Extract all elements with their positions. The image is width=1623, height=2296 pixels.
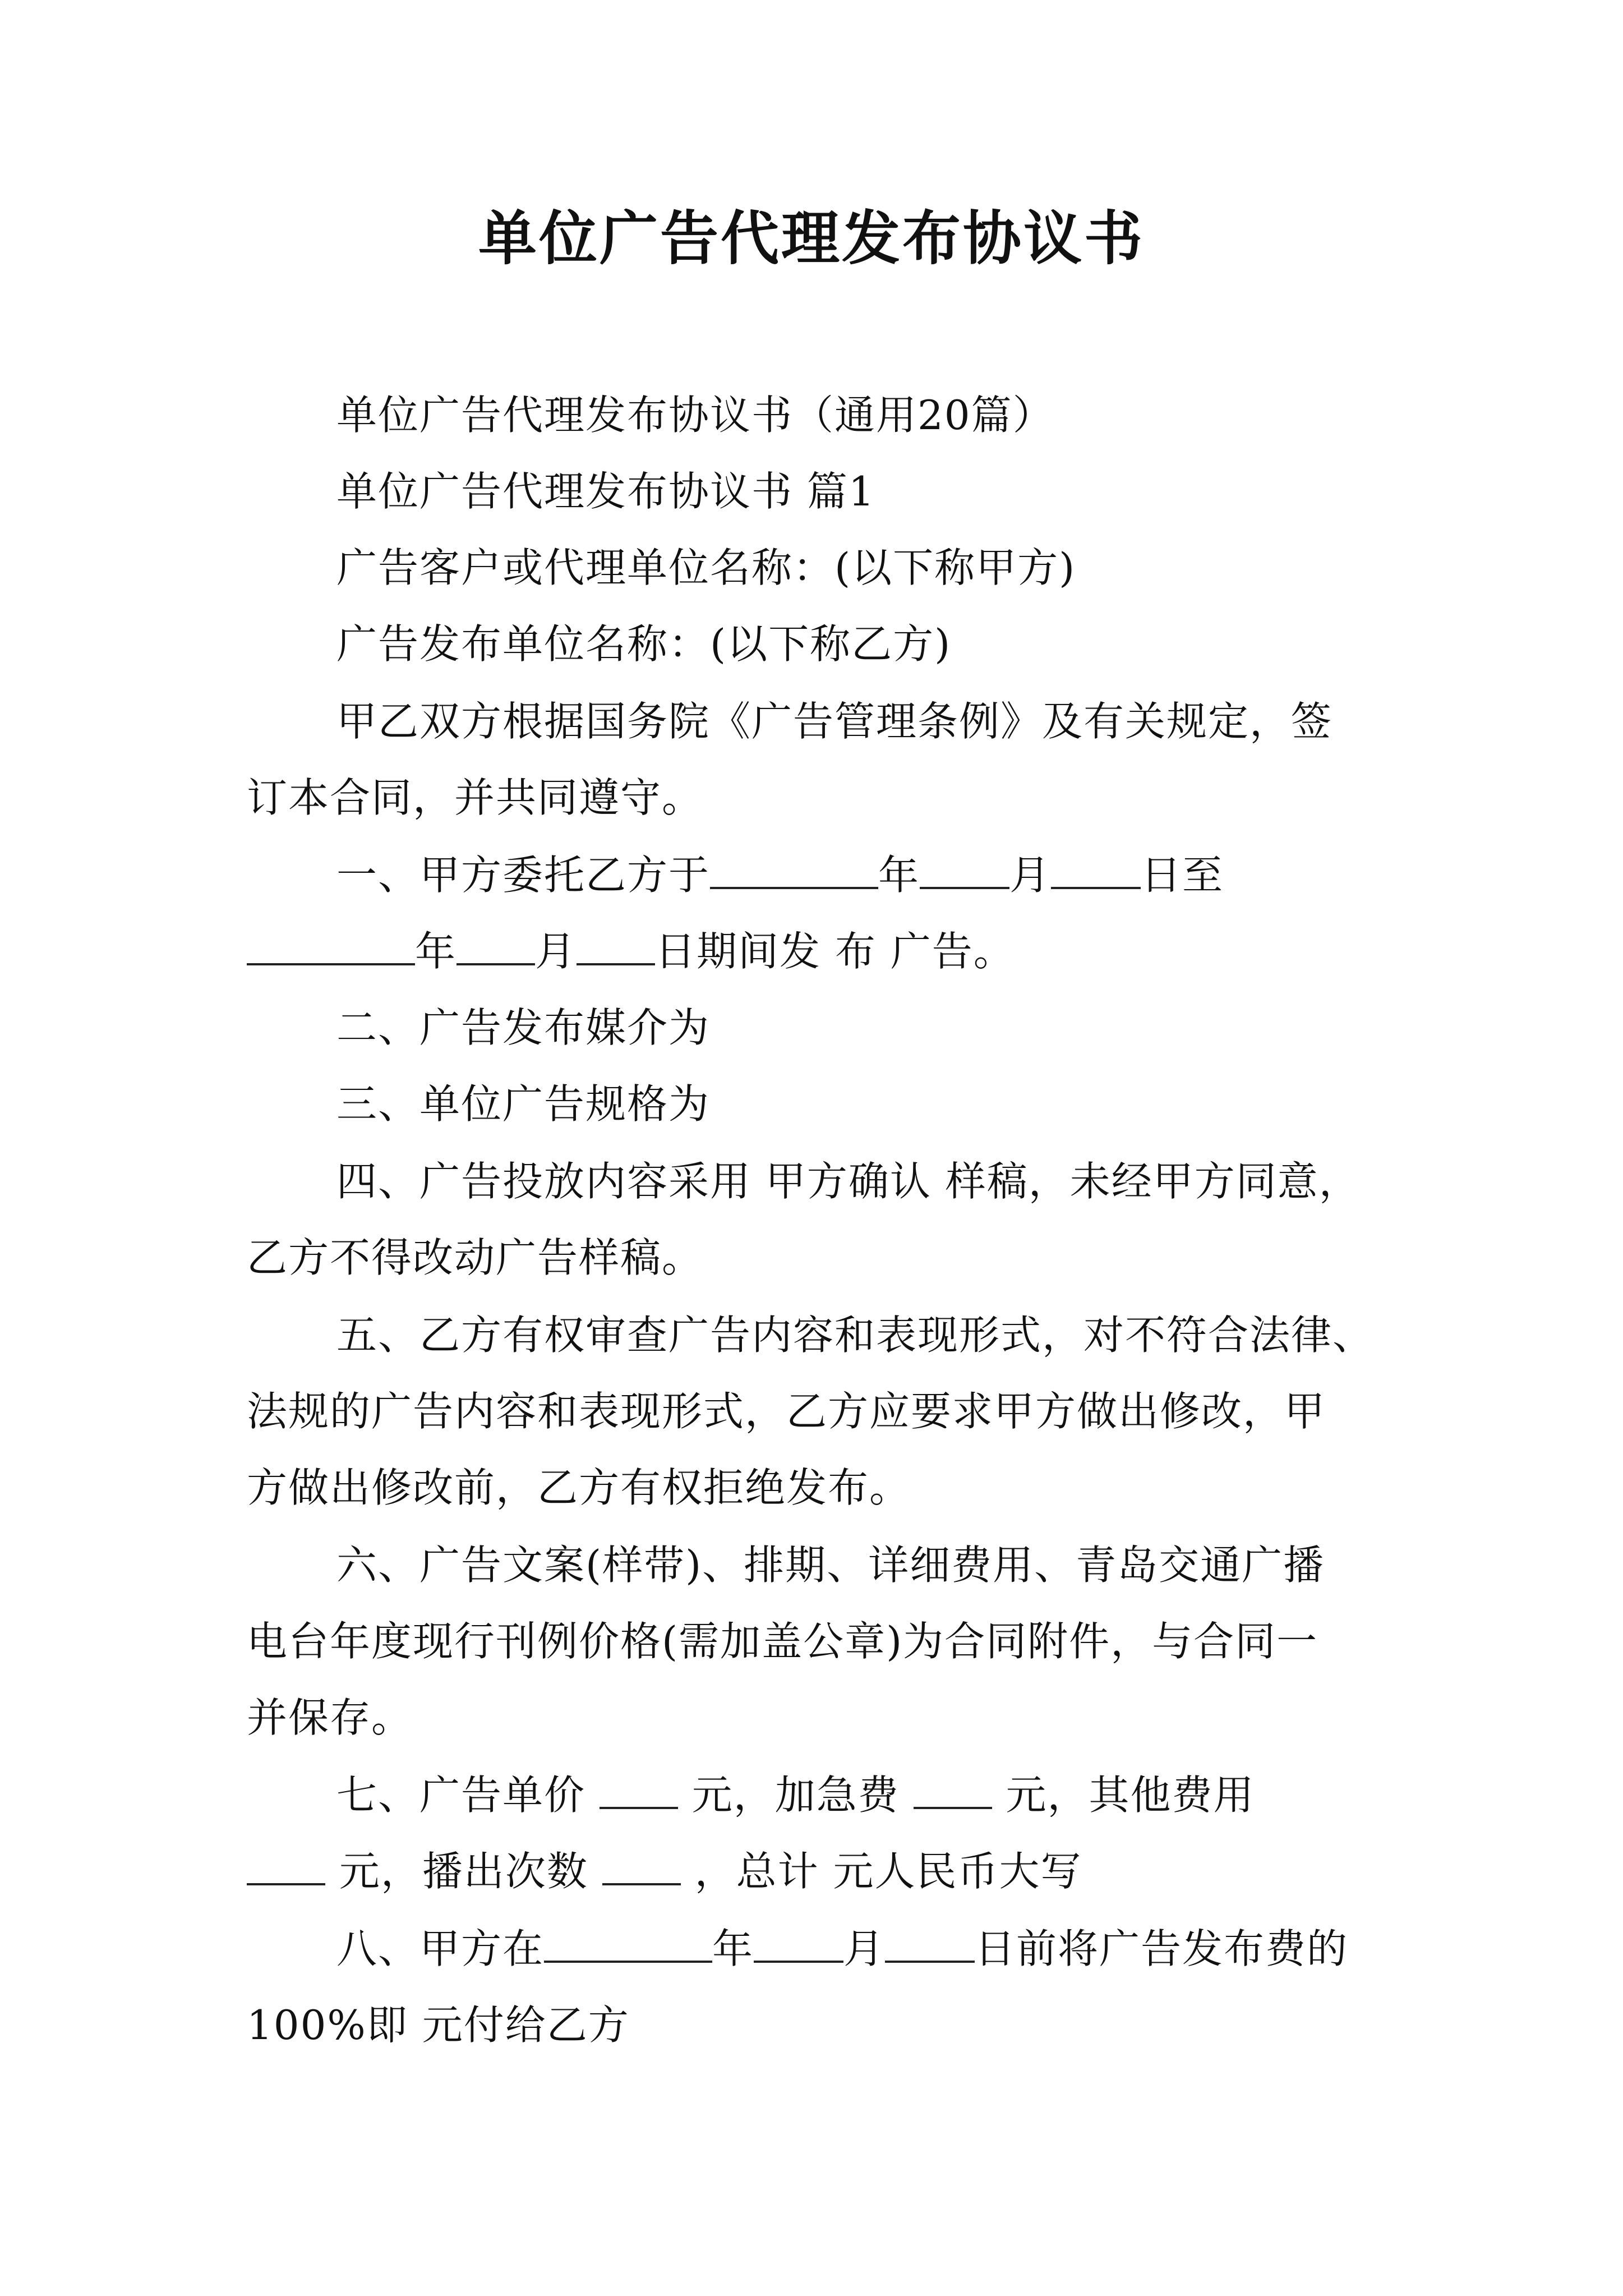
blank-year-field xyxy=(710,849,878,889)
clause-text: 八、甲方在 xyxy=(336,1925,545,1972)
clause-text: 日至 xyxy=(1141,852,1224,899)
party-b-line: 广告发布单位名称：(以下称乙方) xyxy=(336,620,952,668)
clause-text: 七、广告单价 xyxy=(336,1772,600,1819)
blank-month-field xyxy=(920,849,1009,889)
blank-broadcast-count-field xyxy=(602,1845,681,1885)
clause-text: 月 xyxy=(1009,852,1052,899)
clause-6-line: 六、广告文案(样带)、排期、详细费用、青岛交通广播 xyxy=(336,1542,1325,1589)
blank-month-field xyxy=(457,925,535,965)
clause-text: 年 xyxy=(878,852,920,899)
clause-text: 月 xyxy=(535,928,577,975)
clause-4-line: 乙方不得改动广告样稿。 xyxy=(247,1234,704,1281)
blank-rush-fee-field xyxy=(914,1769,992,1809)
clause-text: 日前将广告发布费的 xyxy=(975,1925,1349,1972)
party-a-line: 广告客户或代理单位名称：(以下称甲方) xyxy=(336,544,1076,591)
clause-3-line: 三、单位广告规格为 xyxy=(336,1080,711,1128)
clause-4-line: 四、广告投放内容采用 甲方确认 样稿，未经甲方同意， xyxy=(336,1158,1361,1205)
clause-6-line: 并保存。 xyxy=(247,1694,413,1741)
clause-text: ，总计 元人民币大写 xyxy=(680,1848,1082,1895)
clause-1-line xyxy=(247,923,1015,979)
paragraph-line: 甲乙双方根据国务院《广告管理条例》及有关规定，签 xyxy=(336,698,1333,745)
clause-text: 年 xyxy=(415,928,457,975)
section-heading: 单位广告代理发布协议书 篇1 xyxy=(336,468,875,515)
blank-price-field xyxy=(600,1769,678,1809)
clause-text: 年 xyxy=(712,1925,754,1972)
clause-text: 元，播出次数 xyxy=(325,1848,602,1895)
blank-year-field xyxy=(247,925,415,965)
clause-7-line xyxy=(247,1843,1082,1899)
clause-5-line: 法规的广告内容和表现形式，乙方应要求甲方做出修改，甲 xyxy=(247,1388,1326,1435)
blank-day-field xyxy=(577,925,655,965)
clause-text: 一、甲方委托乙方于 xyxy=(336,852,711,899)
clause-2-line: 二、广告发布媒介为 xyxy=(336,1004,711,1051)
clause-7-line xyxy=(336,1767,1255,1823)
clause-text: 日期间发 布 广告。 xyxy=(655,928,1015,975)
clause-1-line xyxy=(336,847,1224,903)
page-title: 单位广告代理发布协议书 xyxy=(478,204,1145,273)
blank-day-field xyxy=(1051,849,1141,889)
paragraph-line: 订本合同，并共同遵守。 xyxy=(247,774,704,821)
clause-5-line: 方做出修改前，乙方有权拒绝发布。 xyxy=(247,1464,911,1511)
clause-text: 元，加急费 xyxy=(677,1772,914,1819)
subtitle-line: 单位广告代理发布协议书（通用20篇） xyxy=(336,392,1054,439)
blank-year-field xyxy=(544,1922,712,1963)
clause-5-line: 五、乙方有权审查广告内容和表现形式，对不符合法律、 xyxy=(336,1312,1375,1359)
blank-day-field xyxy=(885,1922,975,1963)
clause-text: 月 xyxy=(843,1925,886,1972)
clause-6-line: 电台年度现行刊例价格(需加盖公章)为合同附件，与合同一 xyxy=(247,1618,1318,1665)
clause-8-line: 100%即 元付给乙方 xyxy=(247,2001,630,2049)
clause-text: 元，其他费用 xyxy=(992,1772,1255,1819)
blank-month-field xyxy=(754,1922,843,1963)
clause-8-line xyxy=(336,1921,1348,1977)
blank-other-fee-field xyxy=(247,1845,325,1885)
